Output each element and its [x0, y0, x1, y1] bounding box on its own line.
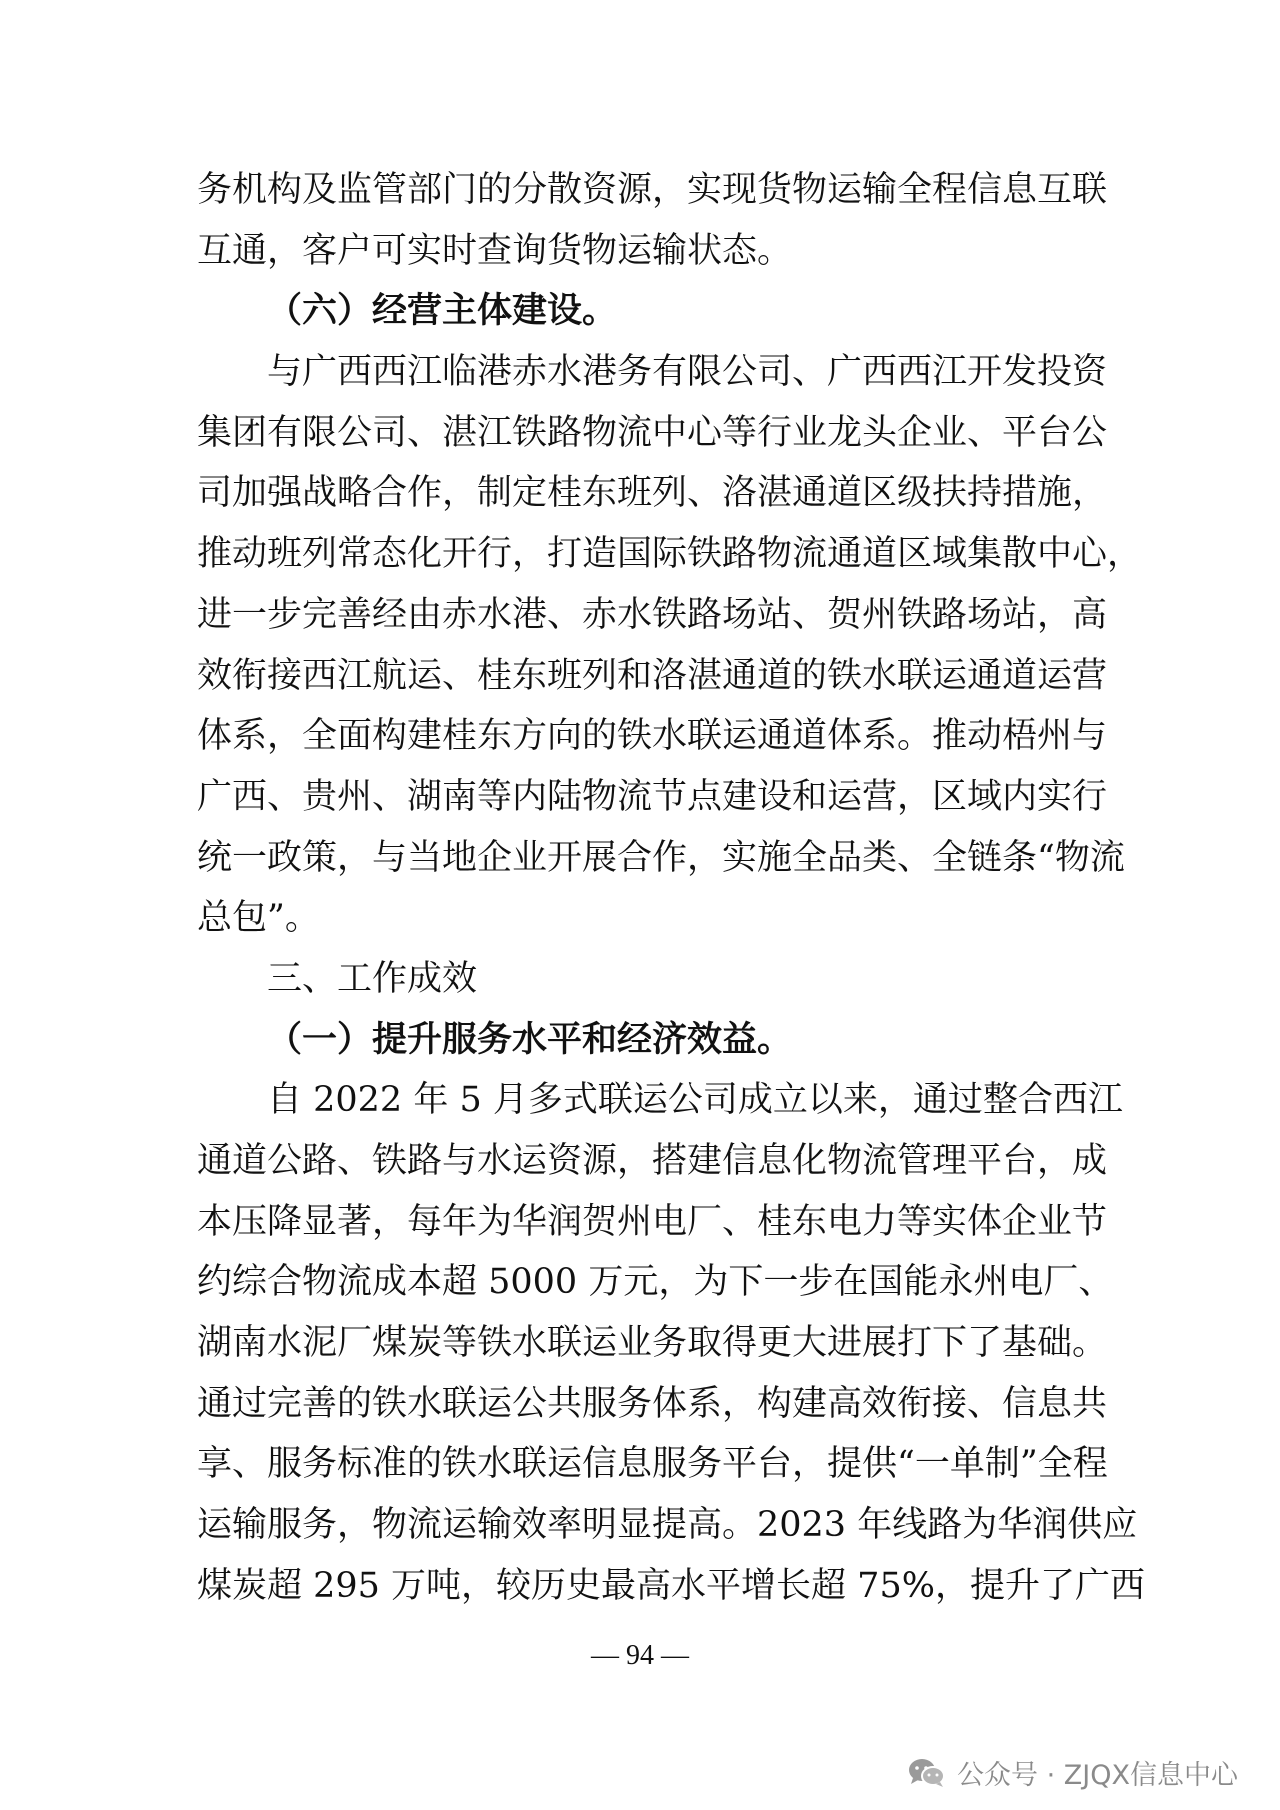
- text-line: 广西、贵州、湖南等内陆物流节点建设和运营，区域内实行: [197, 776, 1108, 817]
- text-line: 进一步完善经由赤水港、赤水铁路场站、贺州铁路场站，高: [197, 594, 1108, 635]
- text-line: 与广西西江临港赤水港务有限公司、广西西江开发投资: [267, 352, 1108, 393]
- text-line: 司加强战略合作，制定桂东班列、洛湛通道区级扶持措施，: [197, 473, 1108, 514]
- subsection-heading: （六）经营主体建设。: [267, 290, 618, 332]
- text-line: 运输服务，物流运输效率明显提高。2023 年线路为华润供应: [197, 1505, 1138, 1546]
- text-line: 效衔接西江航运、桂东班列和洛湛通道的铁水联运通道运营: [197, 655, 1108, 696]
- text-line: 约综合物流成本超 5000 万元，为下一步在国能永州电厂、: [197, 1262, 1114, 1303]
- text-lines: [197, 160, 1145, 1617]
- text-line: 自 2022 年 5 月多式联运公司成立以来，通过整合西江: [267, 1080, 1123, 1121]
- text-line: 集团有限公司、湛江铁路物流中心等行业龙头企业、平台公: [197, 412, 1108, 453]
- text-line: 本压降显著，每年为华润贺州电厂、桂东电力等实体企业节: [197, 1201, 1108, 1242]
- watermark-text: 公众号 · ZJQX信息中心: [957, 1760, 1238, 1791]
- text-line: 总包”。: [197, 898, 320, 939]
- section-heading: 三、工作成效: [267, 958, 478, 999]
- wechat-icon: [907, 1756, 947, 1790]
- subsection-heading: （一）提升服务水平和经济效益。: [267, 1018, 793, 1060]
- text-line: 享、服务标准的铁水联运信息服务平台，提供“一单制”全程: [197, 1444, 1108, 1485]
- text-line: 推动班列常态化开行，打造国际铁路物流通道区域集散中心，: [197, 534, 1143, 575]
- text-line: 通过完善的铁水联运公共服务体系，构建高效衔接、信息共: [197, 1383, 1108, 1424]
- text-line: 煤炭超 295 万吨，较历史最高水平增长超 75%，提升了广西: [197, 1565, 1145, 1606]
- text-line: 湖南水泥厂煤炭等铁水联运业务取得更大进展打下了基础。: [197, 1323, 1108, 1364]
- text-line: 互通，客户可实时查询货物运输状态。: [197, 230, 793, 271]
- watermark: [907, 1753, 1238, 1792]
- text-line: 通道公路、铁路与水运资源，搭建信息化物流管理平台，成: [197, 1141, 1108, 1181]
- document-body: [197, 160, 1145, 1617]
- text-line: 统一政策，与当地企业开展合作，实施全品类、全链条“物流: [197, 837, 1125, 878]
- text-line: 体系，全面构建桂东方向的铁水联运通道体系。推动梧州与: [197, 716, 1108, 757]
- text-line: 务机构及监管部门的分散资源，实现货物运输全程信息互联: [197, 170, 1108, 210]
- page-number: — 94 —: [591, 1640, 689, 1671]
